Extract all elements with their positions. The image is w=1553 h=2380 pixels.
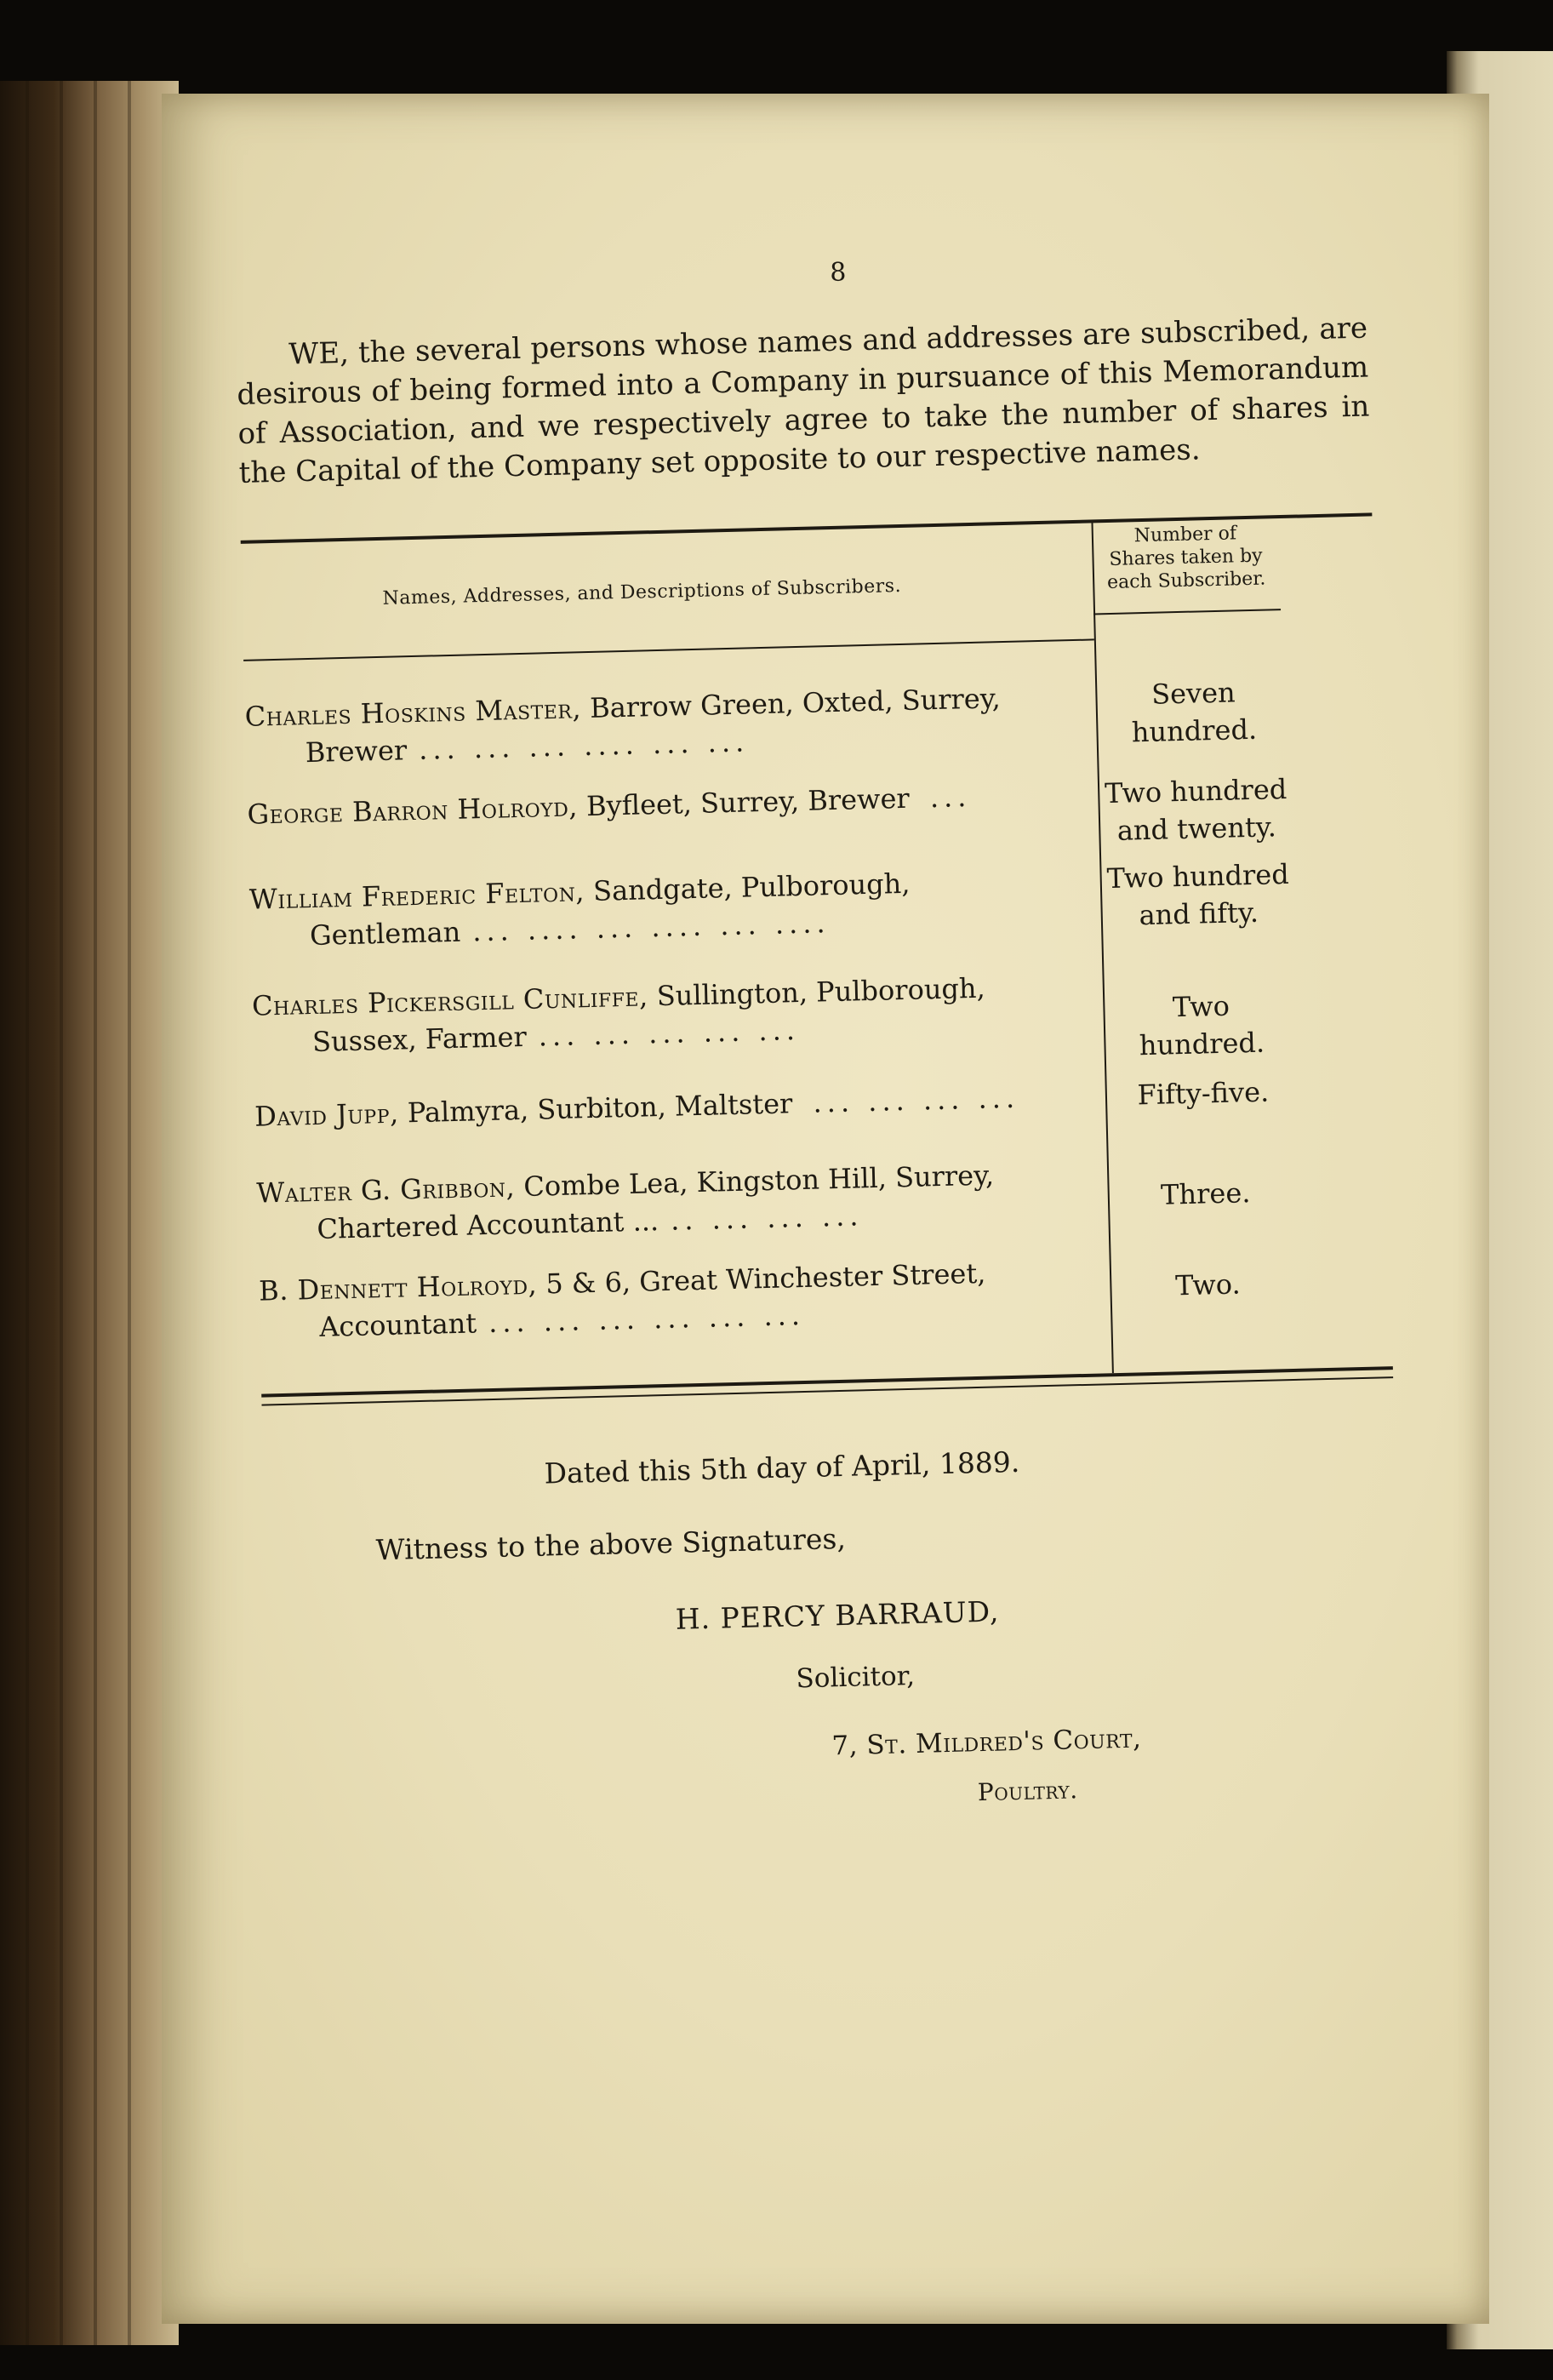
shares-line1: Three. [1160,1176,1251,1211]
subscriber-details: Combe Lea, Kingston Hill, Surrey, [522,1159,995,1203]
shares-cell [1106,962,1296,1065]
shares-line1: Two hundred [1106,857,1290,895]
leader-dots: ... ... ... ... [813,1081,1020,1119]
shares-cell [1111,1149,1300,1215]
subscriber-description: Accountant ... ... ... ... ... ... [318,1298,806,1343]
subscriber-details: Barrow Green, Oxted, Surrey, [589,682,1002,724]
subscriber-name: Charles Hoskins Master, [244,692,582,733]
shares-line2: and fifty. [1139,895,1259,932]
shares-cell [1099,672,1288,752]
page-number: 8 [829,257,847,288]
shares-line1: Two hundred. [1139,989,1265,1062]
shares-line2: hundred. [1131,712,1258,749]
subscriber-description: Gentleman ... .... ... .... ... .... [309,907,831,953]
signatory-address-line1: 7, St. Mildred's Court, [831,1723,1142,1762]
shares-cell [1109,1073,1297,1114]
signatory-title: Solicitor, [796,1660,916,1695]
shares-line2: and twenty. [1116,810,1277,847]
subscriber-name: Charles Pickersgill Cunliffe, [251,980,649,1022]
subscriber-name: William Frederic Felton, [248,875,585,916]
shares-cell [1104,855,1293,935]
shares-line1: Two. [1174,1267,1242,1302]
dated-line: Dated this 5th day of April, 1889. [544,1445,1020,1490]
leader-dots: ... ... ... .... ... ... [418,725,750,766]
witness-line: Witness to the above Signatures, [375,1521,847,1567]
book-fore-edge [0,81,179,2345]
subscriber-description: Chartered Accountant ... .. ... ... ... [317,1199,864,1245]
intro-text: WE, the several persons whose names and addresses are subscribed, are desirous of being formed into a Company in pursuance of this Memorandum of Association, and we respectively agree to take the number of shares in the Capital of the Company set opposite to our respective names. [237,311,1370,490]
shares-line1: Fifty-five. [1137,1075,1270,1112]
subscriber-name: David Jupp, [254,1096,400,1133]
subscriber-description: Brewer ... ... ... .... ... ... [305,725,750,769]
leader-dots: ... ... ... ... ... ... [488,1298,806,1340]
subscriber-details: Palmyra, Surbiton, Maltster [407,1087,793,1130]
subscriber-name: George Barron Holroyd, [247,790,579,831]
subscriber-details: Byfleet, Surrey, Brewer [585,781,911,823]
leader-dots: ... .... ... .... ... .... [471,907,831,948]
shares-line1: Two hundred [1104,772,1288,810]
leader-dots: ... [929,781,972,815]
subscriber-description: Sussex, Farmer ... ... ... ... ... [311,1014,801,1059]
subscriber-details: Sandgate, Pulborough, [592,867,911,907]
subscriber-name: Walter G. Gribbon, [255,1170,516,1210]
shares-cell [1102,770,1291,850]
intro-paragraph [236,308,1371,492]
subscriber-details: Sullington, Pulborough, [656,971,986,1013]
column-header-shares-line3: each Subscriber. [1106,568,1266,594]
subscriber-details: 5 & 6, Great Winchester Street, [545,1256,986,1301]
column-header-shares-line2: Shares taken by [1109,545,1263,570]
subscriber-name: B. Dennett Holroyd, [258,1267,538,1307]
leader-dots: .. ... ... ... [670,1199,864,1237]
column-header-names: Names, Addresses, and Descriptions of Subscribers. [382,575,902,609]
column-header-shares-line1: Number of [1133,523,1237,547]
column-header-shares [1096,521,1276,594]
signatory-name: H. PERCY BARRAUD, [675,1594,1000,1636]
shares-line1: Seven [1150,676,1236,711]
leader-dots: ... ... ... ... ... [538,1014,801,1053]
shares-cell [1113,1247,1301,1306]
signatory-address-line2: Poultry. [977,1776,1078,1807]
